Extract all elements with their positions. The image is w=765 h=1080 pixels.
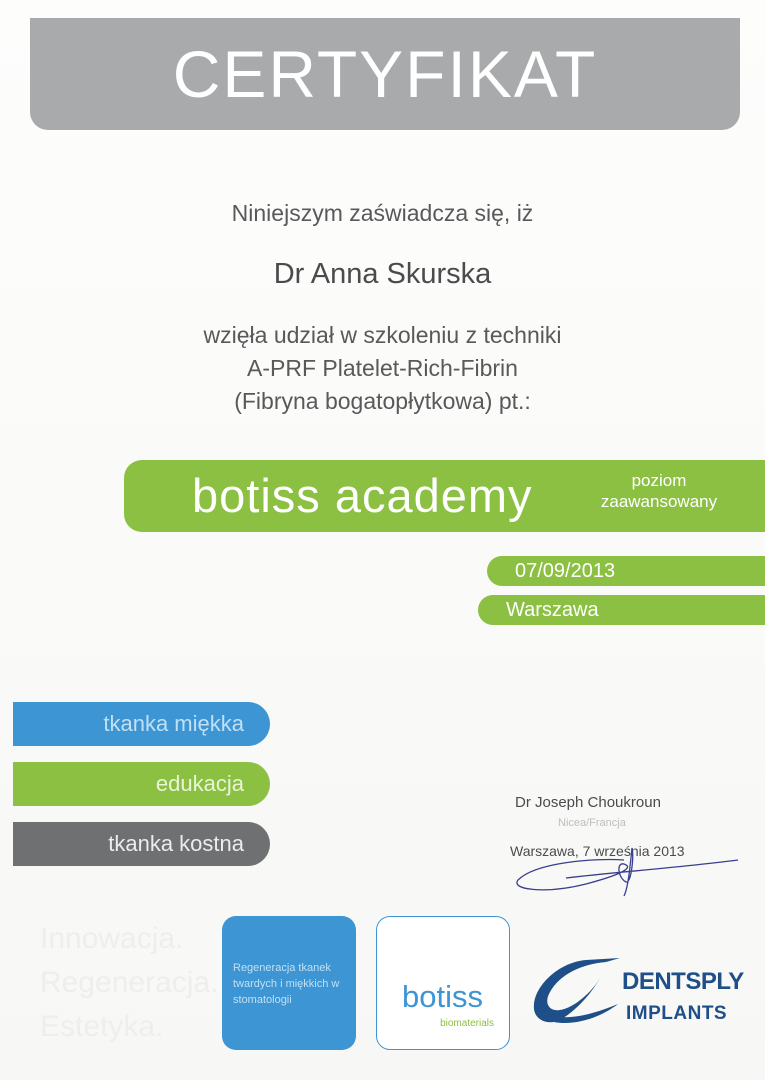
tag-bone-tissue: tkanka kostna (13, 822, 270, 866)
motto-line-3: Estetyka. (40, 1010, 164, 1043)
motto-line-1: Innowacja. (40, 922, 184, 955)
course-date-pill (487, 556, 765, 586)
course-city: Warszawa (506, 599, 599, 621)
certificate-title: CERTYFIKAT (172, 37, 598, 111)
signatory-place: Nicea/Francja (558, 817, 626, 829)
handwritten-signature (506, 838, 746, 898)
course-city-pill (478, 595, 765, 625)
intro-text: Niniejszym zaświadcza się, iż (231, 200, 534, 226)
description-line-3: (Fibryna bogatopłytkowa) pt.: (234, 388, 531, 414)
botiss-logo-subtitle: biomaterials (440, 1018, 494, 1029)
implants-logo-text: IMPLANTS (626, 1003, 728, 1024)
recipient-name: Dr Anna Skurska (273, 258, 492, 290)
description-line-2: A-PRF Platelet-Rich-Fibrin (247, 355, 518, 381)
tag-education: edukacja (13, 762, 270, 806)
motto-line-2: Regeneracja. (40, 966, 219, 999)
course-name: botiss academy (192, 469, 533, 522)
signatory-name: Dr Joseph Choukroun (515, 794, 661, 811)
description-line-1: wzięła udział w szkoleniu z techniki (203, 322, 562, 348)
course-banner (124, 460, 765, 532)
course-level (579, 470, 739, 512)
title-banner (30, 18, 740, 130)
regeneration-box: Regeneracja tkanek twardych i miękkich w stomatologii (222, 916, 356, 1050)
tag-soft-tissue: tkanka miękka (13, 702, 270, 746)
botiss-logo-text: botiss (402, 979, 483, 1014)
course-level-line-2: zaawansowany (600, 492, 718, 511)
dentsply-logo-text: DENTSPLY (622, 968, 744, 995)
dentsply-logo-icon (530, 956, 622, 1028)
botiss-logo-box (376, 916, 510, 1050)
signature-date: Warszawa, 7 września 2013 (510, 843, 685, 859)
course-level-line-1: poziom (631, 471, 687, 490)
course-date: 07/09/2013 (515, 560, 616, 582)
